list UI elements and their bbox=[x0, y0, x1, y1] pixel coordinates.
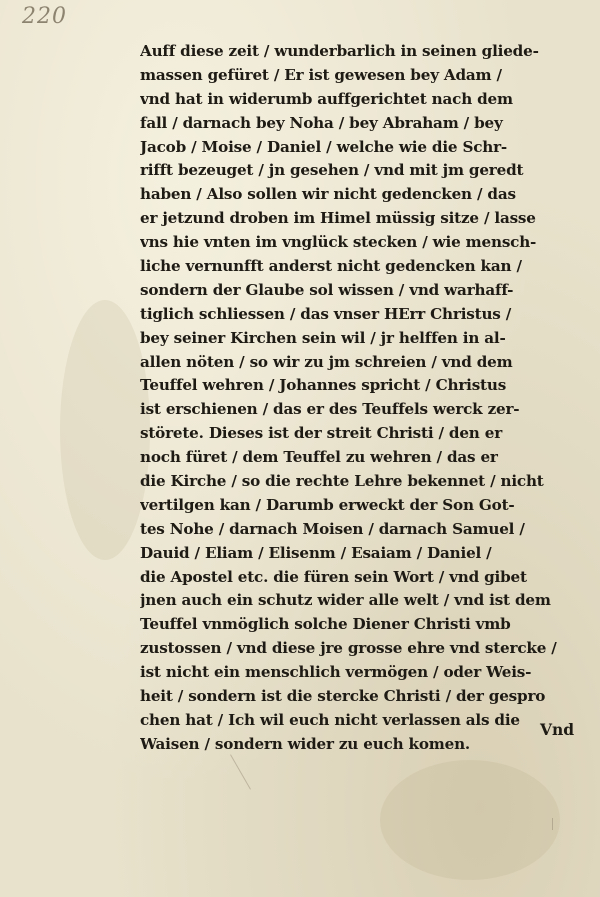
text-line: noch füret / dem Teuffel zu wehren / das er bbox=[140, 448, 498, 467]
text-line: vertilgen kan / Darumb erweckt der Son Got- bbox=[140, 495, 515, 514]
text-line: tiglich schliessen / das vnser HErr Christus / bbox=[140, 304, 512, 323]
text-line: massen gefüret / Er ist gewesen bey Adam / bbox=[140, 65, 502, 84]
text-line: jnen auch ein schutz wider alle welt / vnd ist dem bbox=[140, 591, 551, 610]
text-line: Teuffel wehren / Johannes spricht / Christus bbox=[140, 376, 507, 395]
paper-stain bbox=[380, 760, 560, 880]
text-line: haben / Also sollen wir nicht gedencken / das bbox=[140, 185, 516, 204]
text-line: allen nöten / so wir zu jm schreien / vnd dem bbox=[140, 352, 513, 371]
text-line: Teuffel vnmöglich solche Diener Christi vmb bbox=[140, 615, 511, 634]
text-line: Waisen / sondern wider zu euch komen. bbox=[140, 734, 471, 753]
text-line: ist nicht ein menschlich vermögen / oder Weis- bbox=[140, 663, 532, 682]
text-line: er jetzund droben im Himel müssig sitze / lasse bbox=[140, 209, 536, 228]
text-line: vns hie vnten im vnglück stecken / wie mensch- bbox=[140, 233, 537, 252]
page-number: 220 bbox=[22, 4, 67, 29]
paper-stain bbox=[60, 300, 150, 560]
text-line: sondern der Glaube sol wissen / vnd warhaff- bbox=[140, 280, 514, 299]
text-line: ist erschienen / das er des Teuffels werck zer- bbox=[140, 400, 520, 419]
paper-mark bbox=[552, 818, 553, 830]
text-line: bey seiner Kirchen sein wil / jr helffen in al- bbox=[140, 328, 506, 347]
text-line: tes Nohe / darnach Moisen / darnach Samuel / bbox=[140, 519, 525, 538]
text-line: chen hat / Ich wil euch nicht verlassen als die bbox=[140, 710, 520, 729]
body-text bbox=[140, 40, 598, 757]
text-line: rifft bezeuget / jn gesehen / vnd mit jm geredt bbox=[140, 161, 524, 180]
text-line: zustossen / vnd diese jre grosse ehre vnd stercke / bbox=[140, 639, 557, 658]
text-line: die Apostel etc. die füren sein Wort / vnd gibet bbox=[140, 567, 527, 586]
text-line: heit / sondern ist die stercke Christi / der gespro bbox=[140, 687, 546, 706]
paper-mark bbox=[230, 754, 251, 789]
text-line: Jacob / Moise / Daniel / welche wie die Schr- bbox=[140, 137, 508, 156]
text-line: liche vernunfft anderst nicht gedencken kan / bbox=[140, 257, 522, 276]
text-line: die Kirche / so die rechte Lehre bekennet / nicht bbox=[140, 472, 544, 491]
text-line: Auff diese zeit / wunderbarlich in seinen gliede- bbox=[140, 42, 539, 60]
text-line: Dauid / Eliam / Elisenm / Esaiam / Daniel / bbox=[140, 543, 492, 562]
text-line: störete. Dieses ist der streit Christi / den er bbox=[140, 424, 502, 443]
catchword: Vnd bbox=[540, 720, 575, 739]
text-line: vnd hat in widerumb auffgerichtet nach dem bbox=[140, 89, 513, 108]
text-line: fall / darnach bey Noha / bey Abraham / bey bbox=[140, 113, 503, 132]
